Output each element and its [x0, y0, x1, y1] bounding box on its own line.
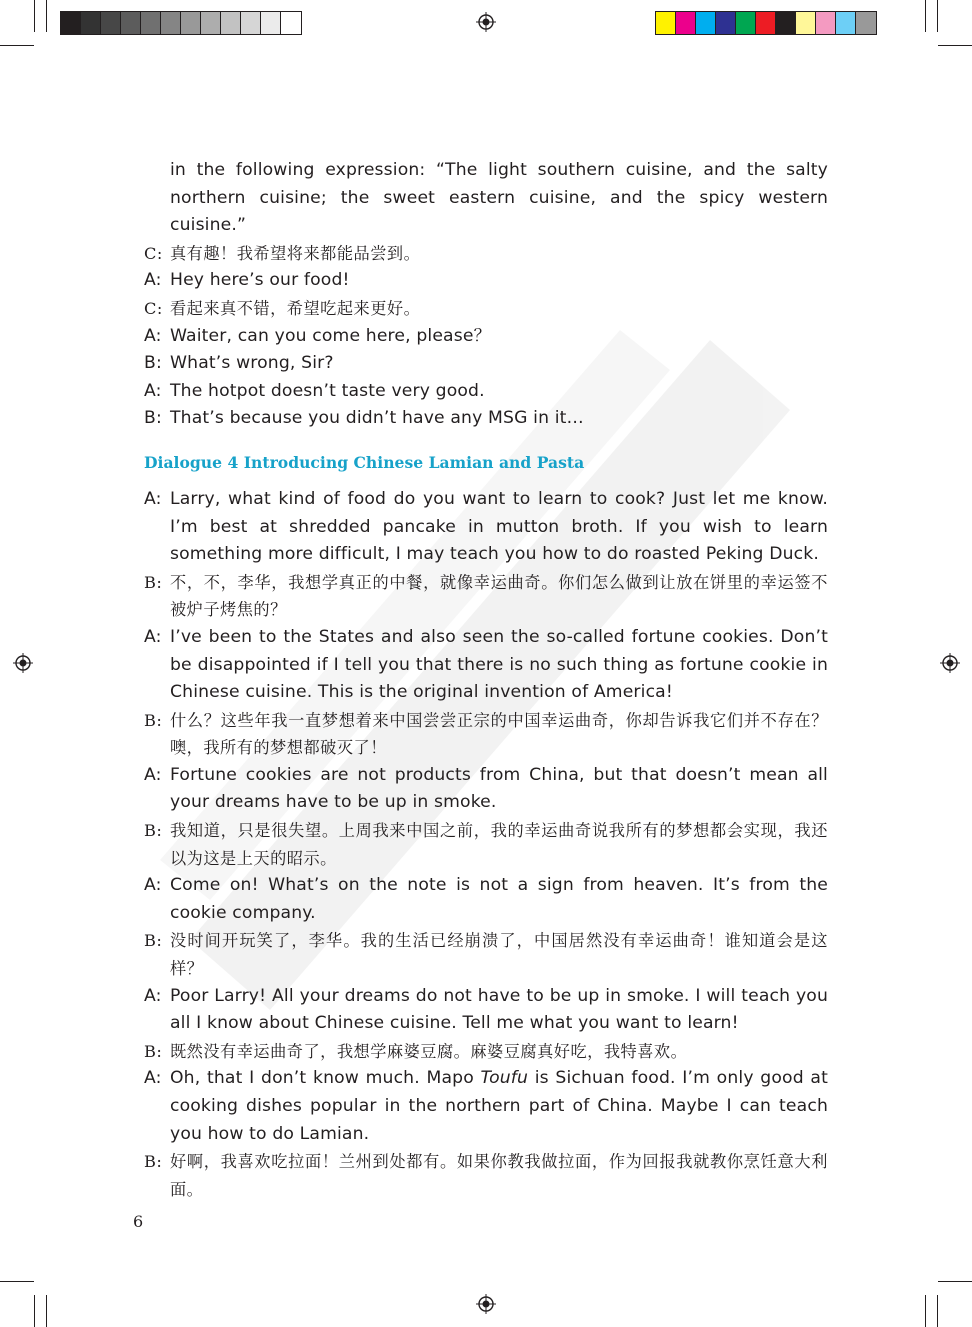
dialogue-3-tail	[144, 240, 828, 433]
line-text: That’s because you didn’t have any MSG in it…	[170, 408, 584, 429]
dialogue-content	[144, 157, 828, 1203]
line-text: 什么？这些年我一直梦想着来中国尝尝正宗的中国幸运曲奇，你却告诉我它们并不存在？噢，我所有的梦想都破灭了！	[170, 710, 828, 758]
line-text: 我知道，只是很失望。上周我来中国之前，我的幸运曲奇说我所有的梦想都会实现，我还以为这是上天的昭示。	[170, 821, 828, 868]
line-text: 真有趣！我希望将来都能品尝到。	[170, 243, 421, 263]
speaker-label: B:	[144, 821, 163, 841]
dialogue-4-lines	[144, 486, 828, 1203]
calibration-swatch	[161, 12, 181, 34]
continuation-paragraph: in the following expression: “The light southern cuisine, and the salty northern cuisine; the sweet eastern cuisine, and the spicy western cuisine.”	[170, 160, 828, 236]
calibration-swatch	[141, 12, 161, 34]
calibration-swatch	[776, 12, 796, 34]
calibration-swatch	[181, 12, 201, 34]
line-text: Poor Larry! All your dreams do not have to be up in smoke. I will teach you all I know about Chinese cuisine. Tell me what you want to learn!	[170, 985, 828, 1034]
dialogue-line	[144, 350, 828, 378]
speaker-label: B:	[144, 931, 163, 951]
speaker-label: A:	[144, 985, 162, 1006]
registration-mark-bottom-icon	[476, 1294, 496, 1314]
line-text: Oh, that I don’t know much. Mapo	[170, 1068, 481, 1089]
speaker-label: A:	[144, 325, 162, 346]
speaker-label: A:	[144, 764, 162, 785]
calibration-swatch	[796, 12, 816, 34]
dialogue-line	[144, 267, 828, 295]
speaker-label: A:	[144, 875, 162, 896]
registration-mark-left-icon	[13, 653, 33, 673]
calibration-swatch	[121, 12, 141, 34]
speaker-label: B:	[144, 572, 163, 592]
calibration-swatch	[756, 12, 776, 34]
calibration-swatch	[856, 12, 876, 34]
speaker-label: B:	[144, 1152, 163, 1172]
dialogue-line	[144, 569, 828, 624]
line-text: Come on! What’s on the note is not a sign from heaven. It’s from the cookie company.	[170, 875, 828, 923]
italic-term: Toufu	[480, 1068, 529, 1089]
line-text: The hotpot doesn’t taste very good.	[170, 380, 485, 401]
calibration-swatch	[281, 12, 301, 34]
section-heading: Dialogue 4 Introducing Chinese Lamian and Pasta	[144, 452, 585, 472]
calibration-swatch	[836, 12, 856, 34]
dialogue-line	[144, 405, 828, 433]
dialogue-line	[144, 1065, 828, 1148]
speaker-label: C:	[144, 298, 163, 318]
line-text: Larry, what kind of food do you want to learn to cook? Just let me know. I’m best at shredded pancake in mutton broth. If you wish to learn something more difficult, I may teach you how to do roasted Peking Duck.	[170, 488, 828, 565]
line-text: is Sichuan food. I’m only good at cooking dishes popular in the northern part of China. Maybe I can teach you how to do Lamian.	[170, 1068, 828, 1144]
line-text: 没时间开玩笑了，李华。我的生活已经崩溃了，中国居然没有幸运曲奇！谁知道会是这样？	[170, 931, 828, 979]
calibration-swatch	[261, 12, 281, 34]
speaker-label: C:	[144, 243, 163, 263]
speaker-label: A:	[144, 488, 162, 509]
registration-mark-right-icon	[940, 653, 960, 673]
speaker-label: A:	[144, 1068, 162, 1089]
line-text: Waiter, can you come here, please？	[170, 325, 491, 346]
dialogue-line	[144, 295, 828, 323]
line-text: Hey here’s our food!	[170, 270, 350, 291]
calibration-swatch	[201, 12, 221, 34]
dialogue-line	[144, 323, 828, 351]
speaker-label: A:	[144, 380, 162, 401]
line-text: Fortune cookies are not products from China, but that doesn’t mean all your dreams have to be up in smoke.	[170, 764, 828, 813]
calibration-swatch	[736, 12, 756, 34]
dialogue-line	[144, 707, 828, 762]
dialogue-line	[144, 1148, 828, 1203]
line-text: 不，不，李华，我想学真正的中餐，就像幸运曲奇。你们怎么做到让放在饼里的幸运签不被炉子烤焦的？	[170, 572, 828, 620]
line-text: 看起来真不错，希望吃起来更好。	[170, 298, 421, 318]
dialogue-line	[144, 1038, 828, 1066]
calibration-swatch	[716, 12, 736, 34]
calibration-swatch	[676, 12, 696, 34]
dialogue-line	[144, 762, 828, 817]
calibration-swatch	[81, 12, 101, 34]
dialogue-line	[144, 624, 828, 707]
speaker-label: A:	[144, 626, 162, 647]
speaker-label: A:	[144, 270, 162, 291]
calibration-swatch	[221, 12, 241, 34]
calibration-swatch	[816, 12, 836, 34]
calibration-swatch	[696, 12, 716, 34]
dialogue-line	[144, 817, 828, 872]
page-number: 6	[133, 1212, 144, 1231]
calibration-swatch	[241, 12, 261, 34]
dialogue-line	[144, 872, 828, 927]
grayscale-calibration-bar	[60, 11, 302, 35]
registration-mark-top-icon	[476, 12, 496, 32]
dialogue-line	[144, 983, 828, 1038]
dialogue-line	[144, 486, 828, 569]
speaker-label: B:	[144, 710, 163, 730]
color-calibration-bar	[655, 11, 877, 35]
line-text: 既然没有幸运曲奇了，我想学麻婆豆腐。麻婆豆腐真好吃，我特喜欢。	[170, 1041, 688, 1061]
speaker-label: B:	[144, 408, 162, 429]
calibration-swatch	[101, 12, 121, 34]
line-text: What’s wrong, Sir?	[170, 353, 334, 374]
speaker-label: B:	[144, 353, 162, 374]
calibration-swatch	[656, 12, 676, 34]
dialogue-line	[144, 240, 828, 268]
dialogue-line	[144, 378, 828, 406]
dialogue-line	[144, 927, 828, 982]
line-text: 好啊，我喜欢吃拉面！兰州到处都有。如果你教我做拉面，作为回报我就教你烹饪意大利面。	[170, 1152, 828, 1199]
line-text: I’ve been to the States and also seen the so-called fortune cookies. Don’t be disappointed if I tell you that there is no such thing as fortune cookie in Chinese cuisine. This is the original invention of America!	[170, 626, 828, 703]
speaker-label: B:	[144, 1041, 163, 1061]
calibration-swatch	[61, 12, 81, 34]
